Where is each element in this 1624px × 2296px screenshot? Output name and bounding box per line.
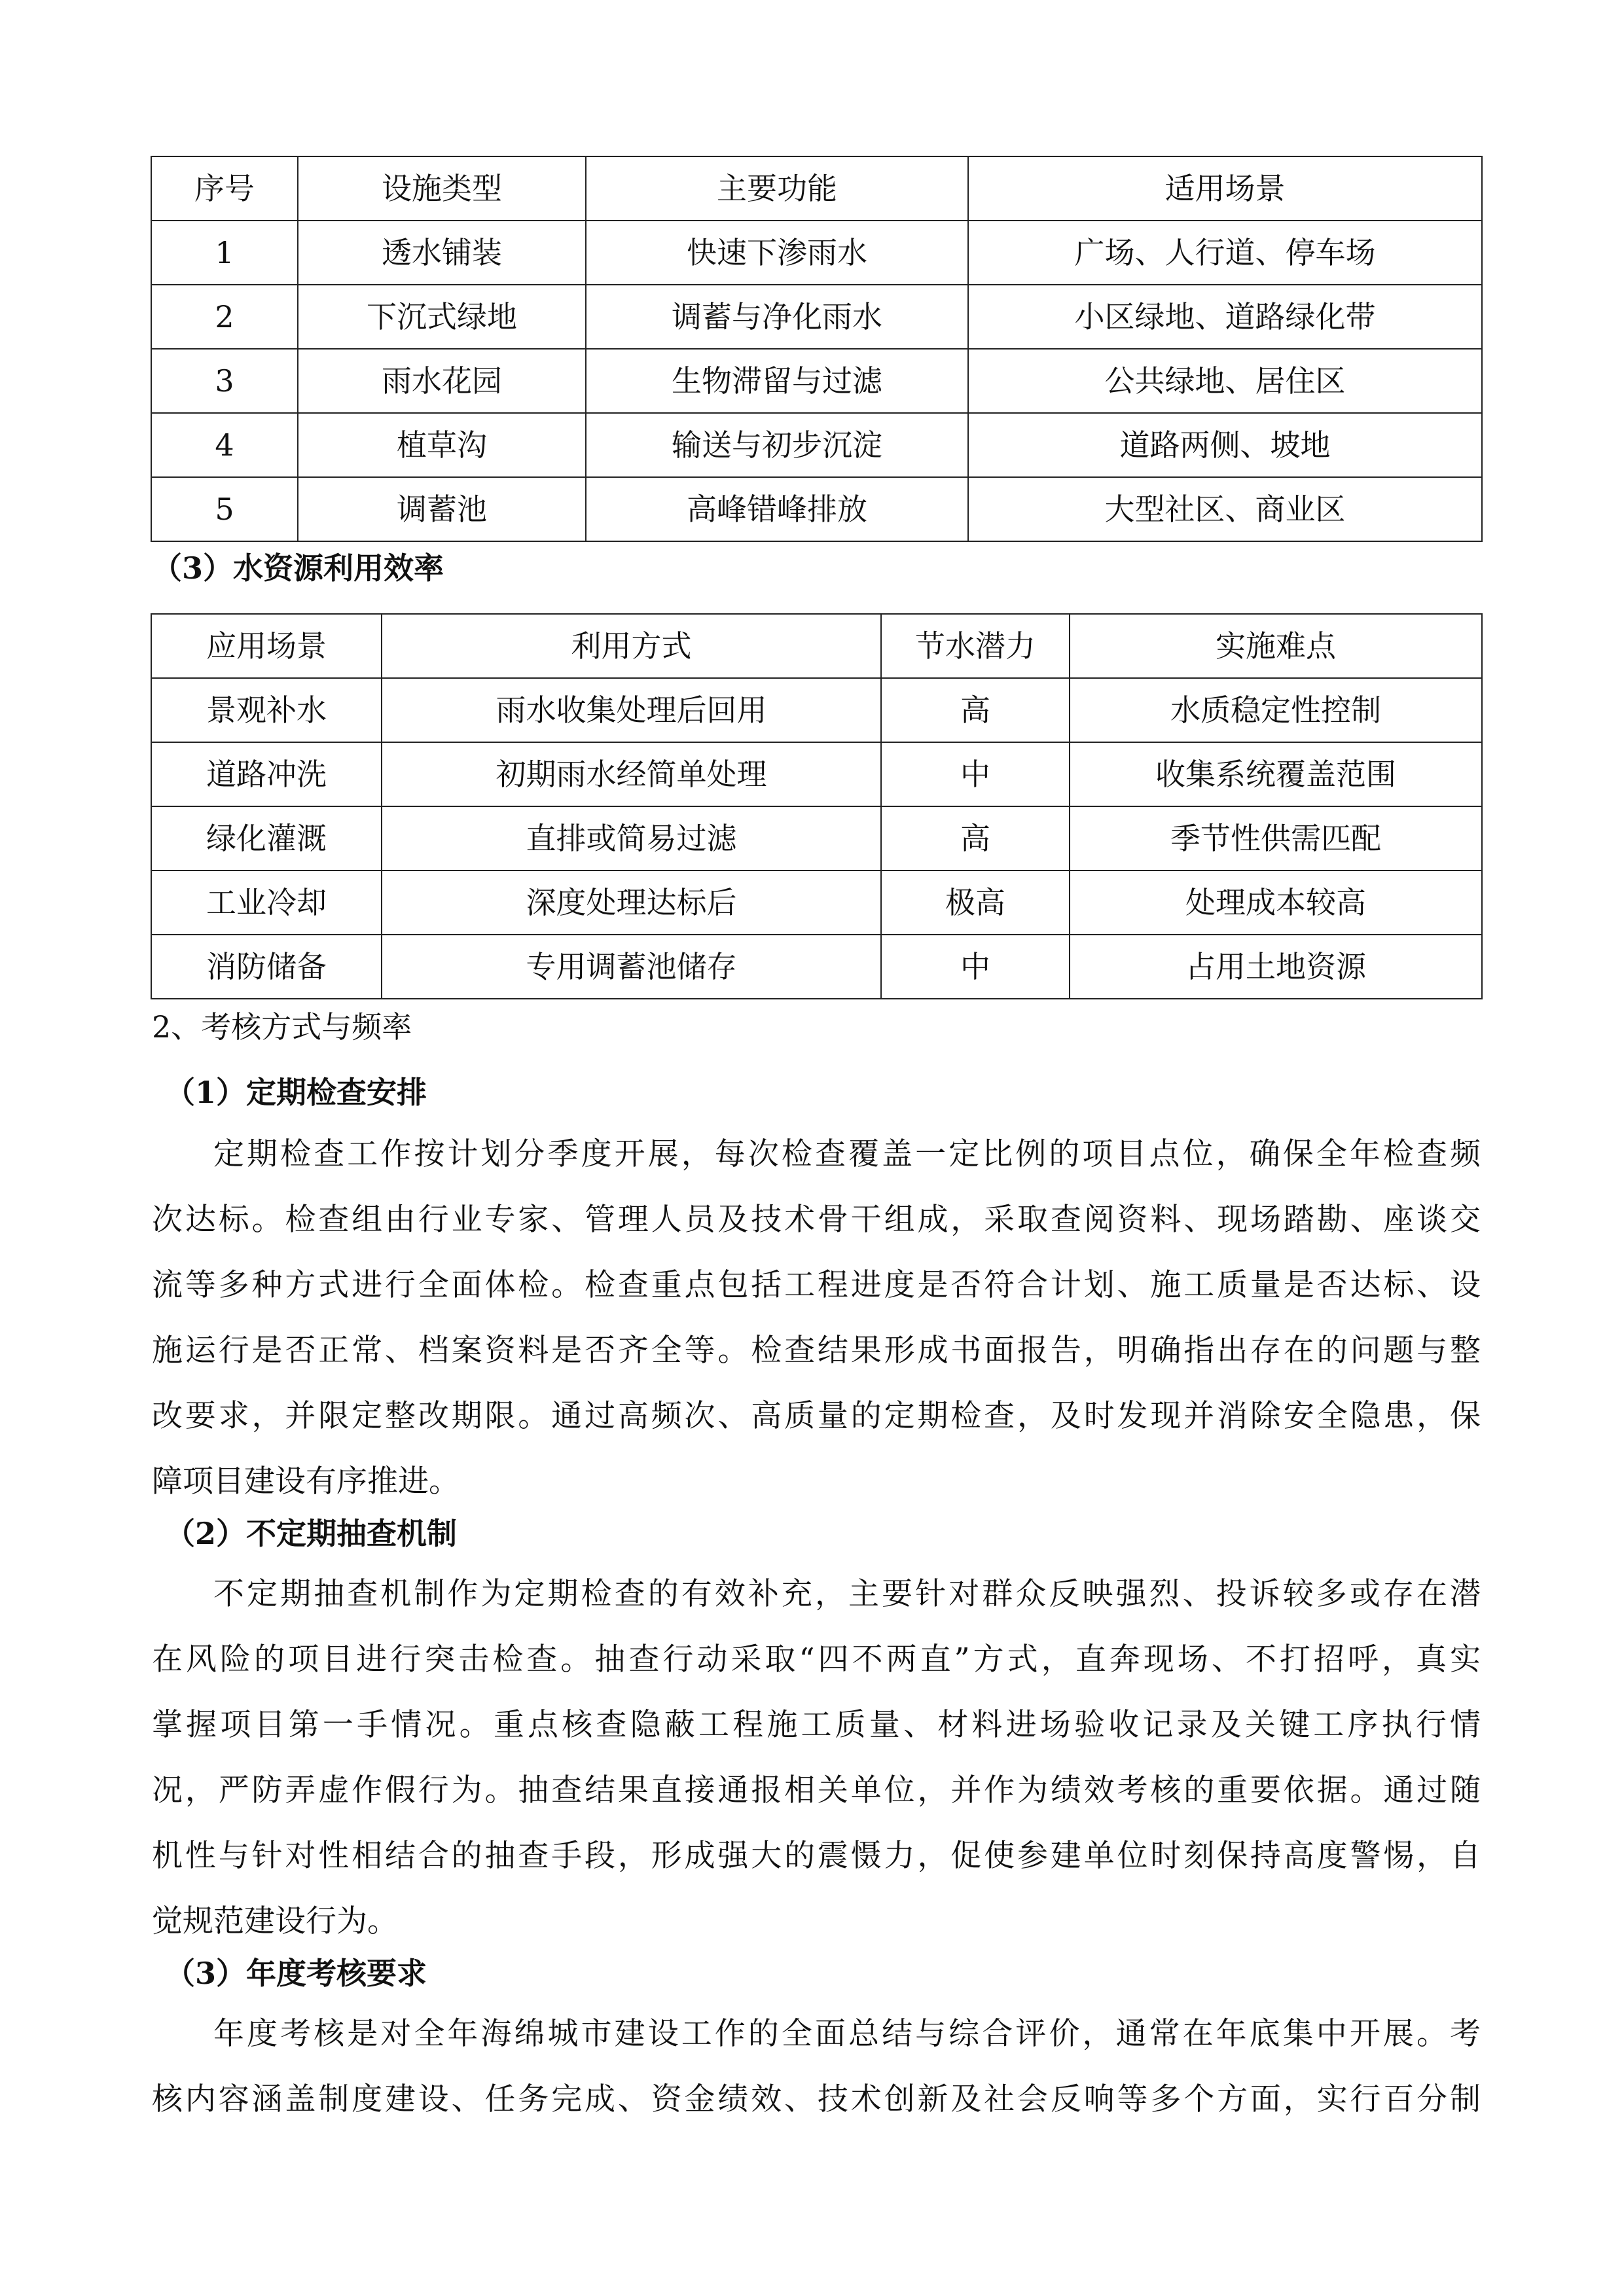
table-cell: 直排或简易过滤 bbox=[382, 806, 881, 870]
header-cell: 利用方式 bbox=[382, 614, 881, 678]
section-heading-assessment: 2、考核方式与频率 bbox=[152, 1009, 412, 1045]
paragraph-line: 年度考核是对全年海绵城市建设工作的全面总结与综合评价，通常在年底集中开展。考 bbox=[213, 2016, 1481, 2052]
table-cell: 雨水收集处理后回用 bbox=[382, 678, 881, 742]
table-cell: 道路两侧、坡地 bbox=[968, 413, 1482, 477]
table-cell: 收集系统覆盖范围 bbox=[1070, 742, 1482, 806]
paragraph-annual-assessment bbox=[152, 2001, 1481, 2132]
paragraph-regular-inspection bbox=[152, 1122, 1481, 1515]
table-row bbox=[151, 285, 1482, 349]
table-cell: 高峰错峰排放 bbox=[586, 477, 968, 541]
table-row bbox=[151, 806, 1482, 870]
paragraph-line: 觉规范建设行为。 bbox=[152, 1903, 398, 1939]
header-cell: 主要功能 bbox=[586, 156, 968, 221]
table-cell: 4 bbox=[151, 413, 298, 477]
table-cell: 高 bbox=[881, 806, 1070, 870]
header-cell: 应用场景 bbox=[151, 614, 382, 678]
table-row bbox=[151, 870, 1482, 935]
table-cell: 广场、人行道、停车场 bbox=[968, 221, 1482, 285]
table-cell: 消防储备 bbox=[151, 935, 382, 999]
table-row bbox=[151, 413, 1482, 477]
table-cell: 小区绿地、道路绿化带 bbox=[968, 285, 1482, 349]
table-cell: 中 bbox=[881, 742, 1070, 806]
table-cell: 专用调蓄池储存 bbox=[382, 935, 881, 999]
subheading-random-inspection: （2）不定期抽查机制 bbox=[165, 1516, 458, 1551]
table-cell: 季节性供需匹配 bbox=[1070, 806, 1482, 870]
table-cell: 5 bbox=[151, 477, 298, 541]
table-cell: 中 bbox=[881, 935, 1070, 999]
table-cell: 快速下渗雨水 bbox=[586, 221, 968, 285]
table-cell: 工业冷却 bbox=[151, 870, 382, 935]
table-row bbox=[151, 742, 1482, 806]
table-cell: 道路冲洗 bbox=[151, 742, 382, 806]
table-cell: 3 bbox=[151, 349, 298, 413]
paragraph-line: 掌握项目第一手情况。重点核查隐蔽工程施工质量、材料进场验收记录及关键工序执行情 bbox=[152, 1707, 1481, 1743]
paragraph-line: 定期检查工作按计划分季度开展，每次检查覆盖一定比例的项目点位，确保全年检查频 bbox=[213, 1136, 1481, 1172]
paragraph-line: 流等多种方式进行全面体检。检查重点包括工程进度是否符合计划、施工质量是否达标、设 bbox=[152, 1267, 1481, 1303]
header-cell: 实施难点 bbox=[1070, 614, 1482, 678]
paragraph-line: 障项目建设有序推进。 bbox=[152, 1463, 460, 1499]
paragraph-line: 不定期抽查机制作为定期检查的有效补充，主要针对群众反映强烈、投诉较多或存在潜 bbox=[213, 1576, 1481, 1612]
table-row bbox=[151, 349, 1482, 413]
paragraph-line: 在风险的项目进行突击检查。抽查行动采取“四不两直”方式，直奔现场、不打招呼，真实 bbox=[152, 1641, 1481, 1677]
paragraph-line: 改要求，并限定整改期限。通过高频次、高质量的定期检查，及时发现并消除安全隐患，保 bbox=[152, 1398, 1481, 1434]
paragraph-line: 次达标。检查组由行业专家、管理人员及技术骨干组成，采取查阅资料、现场踏勘、座谈交 bbox=[152, 1202, 1481, 1238]
water-reuse-table bbox=[151, 613, 1483, 999]
table-row bbox=[151, 477, 1482, 541]
paragraph-random-inspection bbox=[152, 1562, 1481, 1954]
table-cell: 2 bbox=[151, 285, 298, 349]
table-cell: 公共绿地、居住区 bbox=[968, 349, 1482, 413]
table-cell: 极高 bbox=[881, 870, 1070, 935]
table-row bbox=[151, 935, 1482, 999]
header-cell: 序号 bbox=[151, 156, 298, 221]
table-cell: 雨水花园 bbox=[298, 349, 586, 413]
section-heading-water-efficiency: （3）水资源利用效率 bbox=[152, 550, 444, 586]
paragraph-line: 况，严防弄虚作假行为。抽查结果直接通报相关单位，并作为绩效考核的重要依据。通过随 bbox=[152, 1772, 1481, 1808]
table-cell: 高 bbox=[881, 678, 1070, 742]
table-cell: 调蓄池 bbox=[298, 477, 586, 541]
table-cell: 大型社区、商业区 bbox=[968, 477, 1482, 541]
table-cell: 占用土地资源 bbox=[1070, 935, 1482, 999]
header-cell: 节水潜力 bbox=[881, 614, 1070, 678]
table-cell: 下沉式绿地 bbox=[298, 285, 586, 349]
table-cell: 景观补水 bbox=[151, 678, 382, 742]
table-row bbox=[151, 221, 1482, 285]
header-cell: 适用场景 bbox=[968, 156, 1482, 221]
table-cell: 绿化灌溉 bbox=[151, 806, 382, 870]
table-cell: 深度处理达标后 bbox=[382, 870, 881, 935]
table-cell: 水质稳定性控制 bbox=[1070, 678, 1482, 742]
subheading-regular-inspection: （1）定期检查安排 bbox=[165, 1075, 427, 1110]
facility-table bbox=[151, 156, 1483, 542]
header-cell: 设施类型 bbox=[298, 156, 586, 221]
table-cell: 透水铺装 bbox=[298, 221, 586, 285]
paragraph-line: 施运行是否正常、档案资料是否齐全等。检查结果形成书面报告，明确指出存在的问题与整 bbox=[152, 1333, 1481, 1369]
subheading-annual-assessment: （3）年度考核要求 bbox=[165, 1956, 427, 1991]
table-cell: 生物滞留与过滤 bbox=[586, 349, 968, 413]
table-cell: 1 bbox=[151, 221, 298, 285]
table-row bbox=[151, 678, 1482, 742]
table-header-row bbox=[151, 614, 1482, 678]
paragraph-line: 机性与针对性相结合的抽查手段，形成强大的震慑力，促使参建单位时刻保持高度警惕，自 bbox=[152, 1838, 1481, 1874]
table-cell: 输送与初步沉淀 bbox=[586, 413, 968, 477]
table-header-row bbox=[151, 156, 1482, 221]
table-cell: 调蓄与净化雨水 bbox=[586, 285, 968, 349]
table-cell: 植草沟 bbox=[298, 413, 586, 477]
table-cell: 初期雨水经简单处理 bbox=[382, 742, 881, 806]
paragraph-line: 核内容涵盖制度建设、任务完成、资金绩效、技术创新及社会反响等多个方面，实行百分制 bbox=[152, 2081, 1481, 2117]
table-cell: 处理成本较高 bbox=[1070, 870, 1482, 935]
